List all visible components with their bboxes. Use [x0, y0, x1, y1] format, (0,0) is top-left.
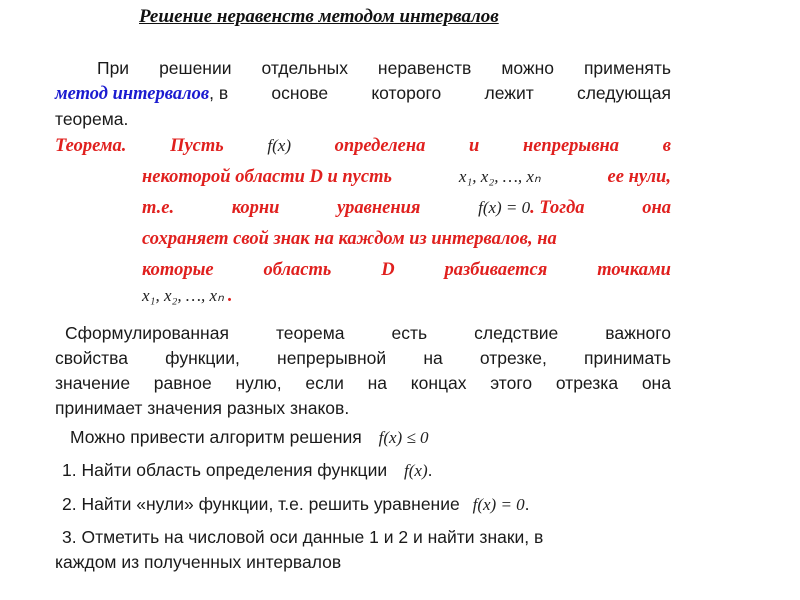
algorithm-step-3-cont	[55, 552, 341, 573]
algorithm-step-1	[62, 460, 432, 481]
word: важного	[605, 323, 671, 343]
word: она	[641, 373, 671, 393]
theorem-line-2	[142, 167, 671, 198]
word: определена	[334, 136, 426, 156]
theorem-text: сохраняет свой знак на каждом из интервалов, на	[142, 229, 557, 249]
word: При	[97, 58, 130, 78]
word: отдельных	[261, 58, 348, 78]
theorem-label: Теорема.	[55, 136, 127, 156]
page-title: Решение неравенств методом интервалов	[139, 6, 499, 27]
word: разбивается	[444, 260, 548, 280]
intro-paragraph	[55, 56, 671, 132]
word: нулю,	[235, 373, 282, 393]
method-term: метод интервалов	[55, 84, 210, 104]
word: решении	[159, 58, 232, 78]
math-eq: f(x) = 0	[472, 495, 525, 514]
word: если	[305, 373, 344, 393]
word: в	[662, 136, 671, 156]
word: корни	[231, 198, 280, 218]
theorem-line-1	[55, 136, 671, 167]
intro-line-1	[55, 56, 671, 81]
word: .	[227, 286, 233, 306]
word: на	[423, 348, 443, 368]
para2-line-4: принимает значения разных знаков.	[55, 398, 350, 418]
word: которого	[371, 83, 442, 103]
word: лежит	[484, 83, 534, 103]
word: основе	[271, 83, 329, 103]
word: отрезке,	[479, 348, 547, 368]
word: этого	[490, 373, 533, 393]
step-3-text-cont: каждом из полученных интервалов	[55, 552, 342, 572]
word: непрерывна	[522, 136, 620, 156]
word: уравнения	[337, 198, 421, 218]
math-leq: f(x) ≤ 0	[378, 428, 429, 447]
word: неравенств	[377, 58, 472, 78]
step-2-end: .	[524, 494, 530, 514]
word: применять	[583, 58, 671, 78]
math-roots: x₁, x₂, …, xₙ	[142, 286, 224, 305]
word: и	[469, 136, 480, 156]
word: концах	[410, 373, 467, 393]
word: свойства	[55, 348, 128, 368]
math-eq: f(x) = 0	[478, 198, 531, 217]
intro-line-2	[55, 81, 671, 107]
word: Пусть	[170, 136, 224, 156]
word: точками	[597, 260, 671, 280]
theorem-line-4	[142, 229, 671, 260]
consequence-paragraph	[55, 321, 671, 421]
word: на	[367, 373, 388, 393]
word: которые	[142, 260, 214, 280]
step-2-text: 2. Найти «нули» функции, т.е. решить уравнение	[62, 494, 460, 514]
word: непрерывной	[277, 348, 387, 368]
word: . Тогда	[530, 198, 585, 218]
word: следствие	[474, 323, 559, 343]
math-fx: f(x)	[267, 136, 291, 155]
word: область	[263, 260, 332, 280]
word: Сформулированная	[65, 323, 229, 343]
word: ее нули,	[607, 167, 671, 187]
intro-line-3: теорема.	[55, 109, 129, 129]
word: принимать	[584, 348, 671, 368]
word: , в	[209, 83, 229, 103]
algorithm-intro	[70, 427, 429, 448]
word: она	[642, 198, 671, 218]
step-3-text: 3. Отметить на числовой оси данные 1 и 2 и найти знаки, в	[62, 527, 544, 547]
para2-line-3	[55, 371, 671, 396]
word: можно	[501, 58, 554, 78]
word: т.е.	[142, 198, 175, 218]
word: отрезка	[555, 373, 619, 393]
theorem-line-6	[142, 286, 671, 314]
para2-line-2	[55, 346, 671, 371]
word: следующая	[576, 83, 671, 103]
word: функции,	[165, 348, 240, 368]
word: значение	[55, 373, 131, 393]
theorem-line-5	[142, 260, 671, 286]
step-1-end: .	[427, 460, 433, 480]
math-fx: f(x)	[404, 461, 428, 480]
algo-intro-text: Можно привести алгоритм решения	[70, 427, 362, 447]
step-1-text: 1. Найти область определения функции	[62, 460, 388, 480]
word: равное	[153, 373, 212, 393]
para2-line-1	[55, 321, 671, 346]
math-roots: x₁, x₂, …, xₙ	[458, 167, 541, 186]
theorem-block	[55, 136, 671, 314]
word: теорема	[275, 323, 345, 343]
theorem-line-3	[142, 198, 671, 229]
word: D	[381, 260, 395, 280]
word: некоторой области D и пусть	[142, 167, 392, 187]
word: есть	[391, 323, 428, 343]
algorithm-step-2	[62, 494, 530, 515]
algorithm-step-3	[62, 527, 543, 548]
